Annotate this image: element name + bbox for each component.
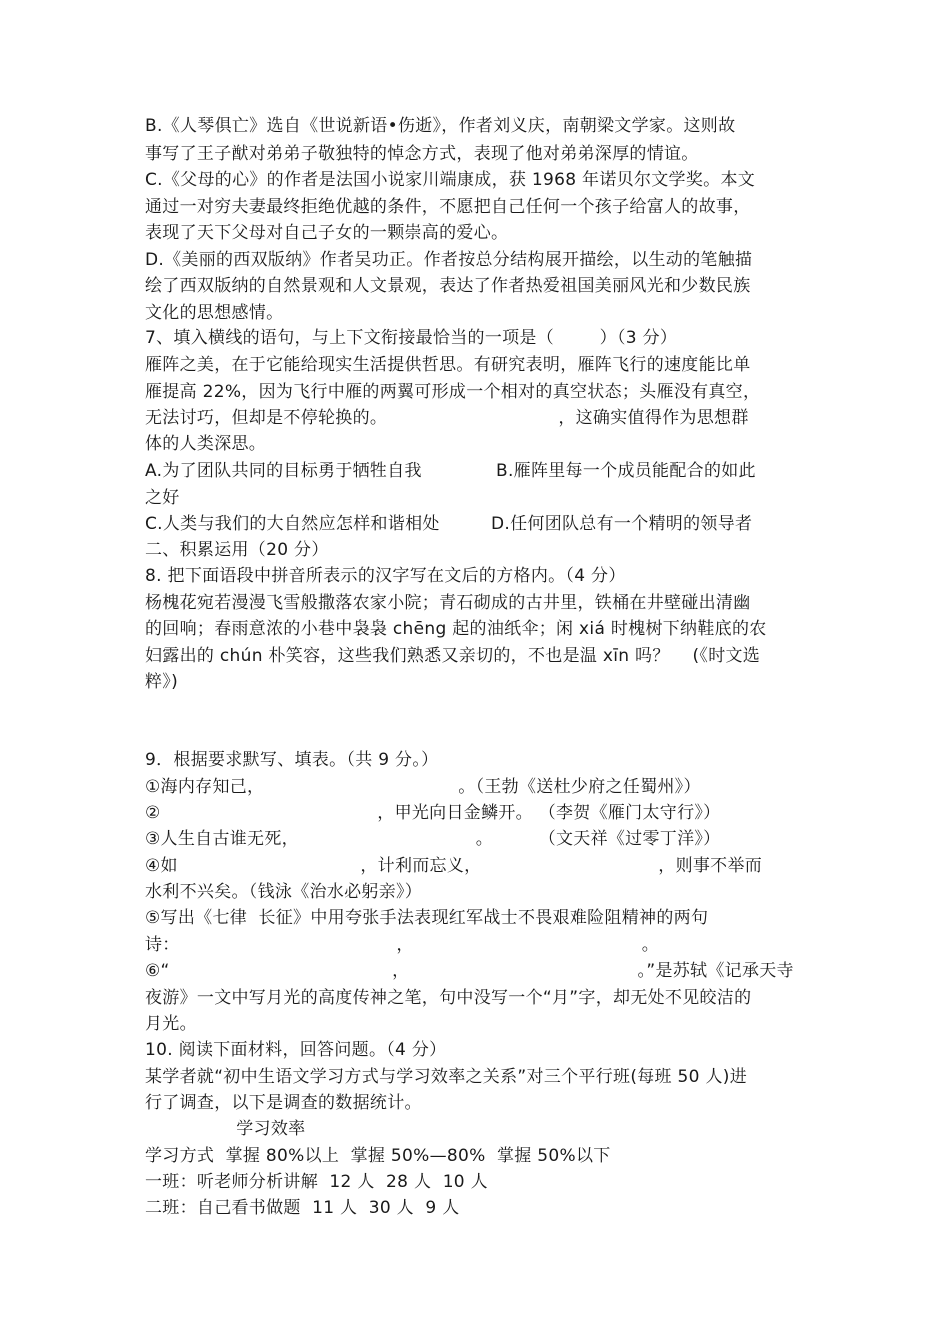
text-line: C.人类与我们的大自然应怎样和谐相处 D.任何团队总有一个精明的领导者 bbox=[145, 514, 753, 534]
text-line: 水利不兴矣。（钱泳《治水必躬亲》） bbox=[145, 882, 423, 902]
text-line: 10. 阅读下面材料，回答问题。（4 分） bbox=[145, 1040, 447, 1060]
text-line: 学习方式 掌握 80%以上 掌握 50%—80% 掌握 50%以下 bbox=[145, 1146, 611, 1166]
text-line: 杨槐花宛若漫漫飞雪般撒落农家小院；青石砌成的古井里，铁桶在井壁碰出清幽 bbox=[145, 593, 751, 613]
text-line: 雁阵之美，在于它能给现实生活提供哲思。有研究表明，雁阵飞行的速度能比单 bbox=[145, 355, 751, 375]
text-line: 绘了西双版纳的自然景观和人文景观，表达了作者热爱祖国美丽风光和少数民族 bbox=[145, 276, 751, 296]
text-line: 妇露出的 chún 朴笑容，这些我们熟悉又亲切的，不也是温 xīn 吗？ (《时文选 bbox=[145, 646, 761, 666]
text-line: 通过一对穷夫妻最终拒绝优越的条件，不愿把自己任何一个孩子给富人的故事， bbox=[145, 197, 751, 217]
text-line: 雁提高 22%，因为飞行中雁的两翼可形成一个相对的真空状态；头雁没有真空， bbox=[145, 382, 761, 402]
text-line: 7、填入横线的语句，与上下文衔接最恰当的一项是（ ）（3 分） bbox=[145, 328, 678, 348]
text-line: D.《美丽的西双版纳》作者吴功正。作者按总分结构展开描绘，以生动的笔触描 bbox=[145, 250, 753, 270]
text-line: ⑥“ ， 。”是苏轼《记承天寺 bbox=[145, 961, 794, 981]
text-line: B.《人琴俱亡》选自《世说新语•伤逝》，作者刘义庆，南朝梁文学家。这则故 bbox=[145, 116, 736, 136]
text-line: A.为了团队共同的目标勇于牺牲自我 B.雁阵里每一个成员能配合的如此 bbox=[145, 461, 756, 481]
text-line: 二、积累运用（20 分） bbox=[145, 540, 329, 560]
text-line: 之好 bbox=[145, 488, 180, 508]
text-line: ⑤写出《七律 长征》中用夸张手法表现红军战士不畏艰难险阻精神的两句 bbox=[145, 908, 709, 928]
text-line: ② ，甲光向日金鳞开。 （李贺《雁门太守行》） bbox=[145, 803, 721, 823]
text-line: 诗： ， 。 bbox=[145, 935, 660, 955]
text-line: 8. 把下面语段中拼音所表示的汉字写在文后的方格内。（4 分） bbox=[145, 566, 626, 586]
text-line: 月光。 bbox=[145, 1014, 197, 1034]
text-line: ④如 ，计利而忘义， ，则事不举而 bbox=[145, 856, 763, 876]
text-line: 夜游》一文中写月光的高度传神之笔，句中没写一个“月”字，却无处不见皎洁的 bbox=[145, 988, 752, 1008]
text-line: 事写了王子猷对弟弟子敬独特的悼念方式，表现了他对弟弟深厚的情谊。 bbox=[145, 144, 699, 164]
text-line: 粹》) bbox=[145, 672, 179, 692]
text-line: 某学者就“初中生语文学习方式与学习效率之关系”对三个平行班(每班 50 人)进 bbox=[145, 1067, 748, 1087]
text-line: 9．根据要求默写、填表。（共 9 分。） bbox=[145, 750, 439, 770]
text-line: 行了调查，以下是调查的数据统计。 bbox=[145, 1093, 422, 1113]
text-line: C.《父母的心》的作者是法国小说家川端康成，获 1968 年诺贝尔文学奖。本文 bbox=[145, 170, 756, 190]
text-line: 一班：听老师分析讲解 12 人 28 人 10 人 bbox=[145, 1172, 488, 1192]
text-line: ③人生自古谁无死， 。 （文天祥《过零丁洋》） bbox=[145, 829, 721, 849]
text-line: 文化的思想感情。 bbox=[145, 303, 284, 323]
text-line: 表现了天下父母对自己子女的一颗崇高的爱心。 bbox=[145, 223, 509, 243]
text-line: 体的人类深思。 bbox=[145, 434, 267, 454]
text-line: 学习效率 bbox=[145, 1119, 306, 1139]
text-line: 二班：自己看书做题 11 人 30 人 9 人 bbox=[145, 1198, 460, 1218]
text-line: ①海内存知己， 。（王勃《送杜少府之任蜀州》） bbox=[145, 777, 701, 797]
text-line: 无法讨巧，但却是不停轮换的。 ，这确实值得作为思想群 bbox=[145, 408, 749, 428]
text-line: 的回响；春雨意浓的小巷中袅袅 chēng 起的油纸伞；闲 xiá 时槐树下纳鞋底的农 bbox=[145, 619, 767, 639]
